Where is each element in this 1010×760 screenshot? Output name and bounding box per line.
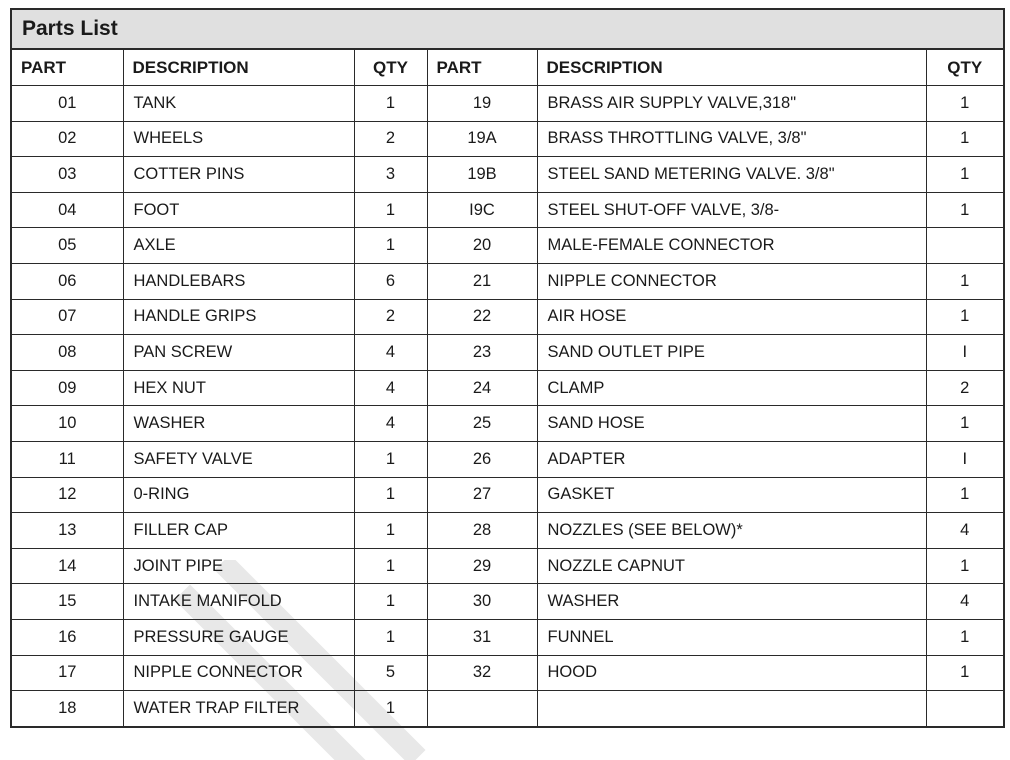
part-number-cell (427, 691, 537, 727)
quantity-cell (926, 691, 1003, 727)
part-number-cell: 14 (12, 548, 123, 584)
part-number-cell: 26 (427, 442, 537, 478)
description-cell: WATER TRAP FILTER (123, 691, 354, 727)
quantity-cell: 1 (926, 86, 1003, 122)
quantity-cell: 4 (354, 406, 427, 442)
header-part-right: PART (427, 50, 537, 86)
part-number-cell: 17 (12, 655, 123, 691)
part-number-cell: 19A (427, 121, 537, 157)
quantity-cell: 1 (354, 86, 427, 122)
part-number-cell: 20 (427, 228, 537, 264)
table-title: Parts List (12, 10, 1003, 50)
quantity-cell: 1 (926, 157, 1003, 193)
description-cell: MALE-FEMALE CONNECTOR (537, 228, 926, 264)
table-row (12, 513, 1003, 549)
part-number-cell: 29 (427, 548, 537, 584)
description-cell: PRESSURE GAUGE (123, 620, 354, 656)
part-number-cell: 15 (12, 584, 123, 620)
description-cell: INTAKE MANIFOLD (123, 584, 354, 620)
part-number-cell: 07 (12, 299, 123, 335)
table-row (12, 370, 1003, 406)
table-row (12, 406, 1003, 442)
quantity-cell (926, 228, 1003, 264)
table-row (12, 192, 1003, 228)
description-cell: BRASS AIR SUPPLY VALVE,318" (537, 86, 926, 122)
part-number-cell: 22 (427, 299, 537, 335)
table-row (12, 655, 1003, 691)
part-number-cell: 19B (427, 157, 537, 193)
part-number-cell: I9C (427, 192, 537, 228)
description-cell: GASKET (537, 477, 926, 513)
quantity-cell: 1 (926, 121, 1003, 157)
quantity-cell: 5 (354, 655, 427, 691)
quantity-cell: 6 (354, 264, 427, 300)
table-row (12, 121, 1003, 157)
quantity-cell: I (926, 335, 1003, 371)
header-qty-right: QTY (926, 50, 1003, 86)
quantity-cell: 4 (926, 584, 1003, 620)
table-row (12, 264, 1003, 300)
description-cell: SAFETY VALVE (123, 442, 354, 478)
description-cell: SAND OUTLET PIPE (537, 335, 926, 371)
table-row (12, 477, 1003, 513)
description-cell: WASHER (123, 406, 354, 442)
table-row (12, 620, 1003, 656)
description-cell: STEEL SHUT-OFF VALVE, 3/8- (537, 192, 926, 228)
description-cell: AIR HOSE (537, 299, 926, 335)
quantity-cell: 1 (926, 655, 1003, 691)
description-cell: TANK (123, 86, 354, 122)
header-description-right: DESCRIPTION (537, 50, 926, 86)
part-number-cell: 04 (12, 192, 123, 228)
description-cell: HANDLE GRIPS (123, 299, 354, 335)
quantity-cell: 1 (354, 442, 427, 478)
quantity-cell: 1 (354, 228, 427, 264)
description-cell: BRASS THROTTLING VALVE, 3/8" (537, 121, 926, 157)
parts-table (12, 50, 1003, 726)
part-number-cell: 03 (12, 157, 123, 193)
header-row (12, 50, 1003, 86)
quantity-cell: 4 (354, 370, 427, 406)
part-number-cell: 09 (12, 370, 123, 406)
quantity-cell: 1 (926, 548, 1003, 584)
quantity-cell: 1 (354, 548, 427, 584)
description-cell: FILLER CAP (123, 513, 354, 549)
table-row (12, 442, 1003, 478)
part-number-cell: 10 (12, 406, 123, 442)
quantity-cell: 1 (354, 584, 427, 620)
part-number-cell: 19 (427, 86, 537, 122)
table-row (12, 335, 1003, 371)
part-number-cell: 11 (12, 442, 123, 478)
quantity-cell: 1 (354, 620, 427, 656)
part-number-cell: 08 (12, 335, 123, 371)
part-number-cell: 16 (12, 620, 123, 656)
quantity-cell: 4 (354, 335, 427, 371)
quantity-cell: 2 (354, 299, 427, 335)
description-cell: HOOD (537, 655, 926, 691)
description-cell: NIPPLE CONNECTOR (123, 655, 354, 691)
part-number-cell: 01 (12, 86, 123, 122)
table-row (12, 228, 1003, 264)
description-cell: HEX NUT (123, 370, 354, 406)
description-cell: NIPPLE CONNECTOR (537, 264, 926, 300)
description-cell: FOOT (123, 192, 354, 228)
description-cell: 0-RING (123, 477, 354, 513)
table-row (12, 691, 1003, 727)
quantity-cell: 1 (926, 477, 1003, 513)
quantity-cell: 2 (354, 121, 427, 157)
quantity-cell: 4 (926, 513, 1003, 549)
part-number-cell: 12 (12, 477, 123, 513)
part-number-cell: 31 (427, 620, 537, 656)
description-cell: FUNNEL (537, 620, 926, 656)
part-number-cell: 32 (427, 655, 537, 691)
table-row (12, 584, 1003, 620)
quantity-cell: 1 (926, 406, 1003, 442)
table-row (12, 157, 1003, 193)
part-number-cell: 13 (12, 513, 123, 549)
description-cell: CLAMP (537, 370, 926, 406)
quantity-cell: 1 (926, 192, 1003, 228)
table-row (12, 299, 1003, 335)
description-cell: HANDLEBARS (123, 264, 354, 300)
description-cell: PAN SCREW (123, 335, 354, 371)
quantity-cell: 1 (926, 299, 1003, 335)
quantity-cell: 1 (354, 477, 427, 513)
description-cell: SAND HOSE (537, 406, 926, 442)
part-number-cell: 25 (427, 406, 537, 442)
description-cell: ADAPTER (537, 442, 926, 478)
part-number-cell: 30 (427, 584, 537, 620)
table-row (12, 86, 1003, 122)
quantity-cell: 1 (354, 513, 427, 549)
description-cell (537, 691, 926, 727)
quantity-cell: 1 (354, 192, 427, 228)
description-cell: AXLE (123, 228, 354, 264)
part-number-cell: 21 (427, 264, 537, 300)
parts-list-table-container (10, 8, 1005, 728)
description-cell: WHEELS (123, 121, 354, 157)
description-cell: COTTER PINS (123, 157, 354, 193)
description-cell: NOZZLE CAPNUT (537, 548, 926, 584)
part-number-cell: 27 (427, 477, 537, 513)
header-part-left: PART (12, 50, 123, 86)
part-number-cell: 05 (12, 228, 123, 264)
part-number-cell: 02 (12, 121, 123, 157)
quantity-cell: 1 (926, 620, 1003, 656)
part-number-cell: 06 (12, 264, 123, 300)
quantity-cell: I (926, 442, 1003, 478)
header-qty-left: QTY (354, 50, 427, 86)
description-cell: STEEL SAND METERING VALVE. 3/8" (537, 157, 926, 193)
description-cell: NOZZLES (SEE BELOW)* (537, 513, 926, 549)
part-number-cell: 23 (427, 335, 537, 371)
header-description-left: DESCRIPTION (123, 50, 354, 86)
description-cell: WASHER (537, 584, 926, 620)
quantity-cell: 1 (926, 264, 1003, 300)
quantity-cell: 1 (354, 691, 427, 727)
quantity-cell: 3 (354, 157, 427, 193)
part-number-cell: 28 (427, 513, 537, 549)
table-row (12, 548, 1003, 584)
quantity-cell: 2 (926, 370, 1003, 406)
part-number-cell: 18 (12, 691, 123, 727)
description-cell: JOINT PIPE (123, 548, 354, 584)
part-number-cell: 24 (427, 370, 537, 406)
